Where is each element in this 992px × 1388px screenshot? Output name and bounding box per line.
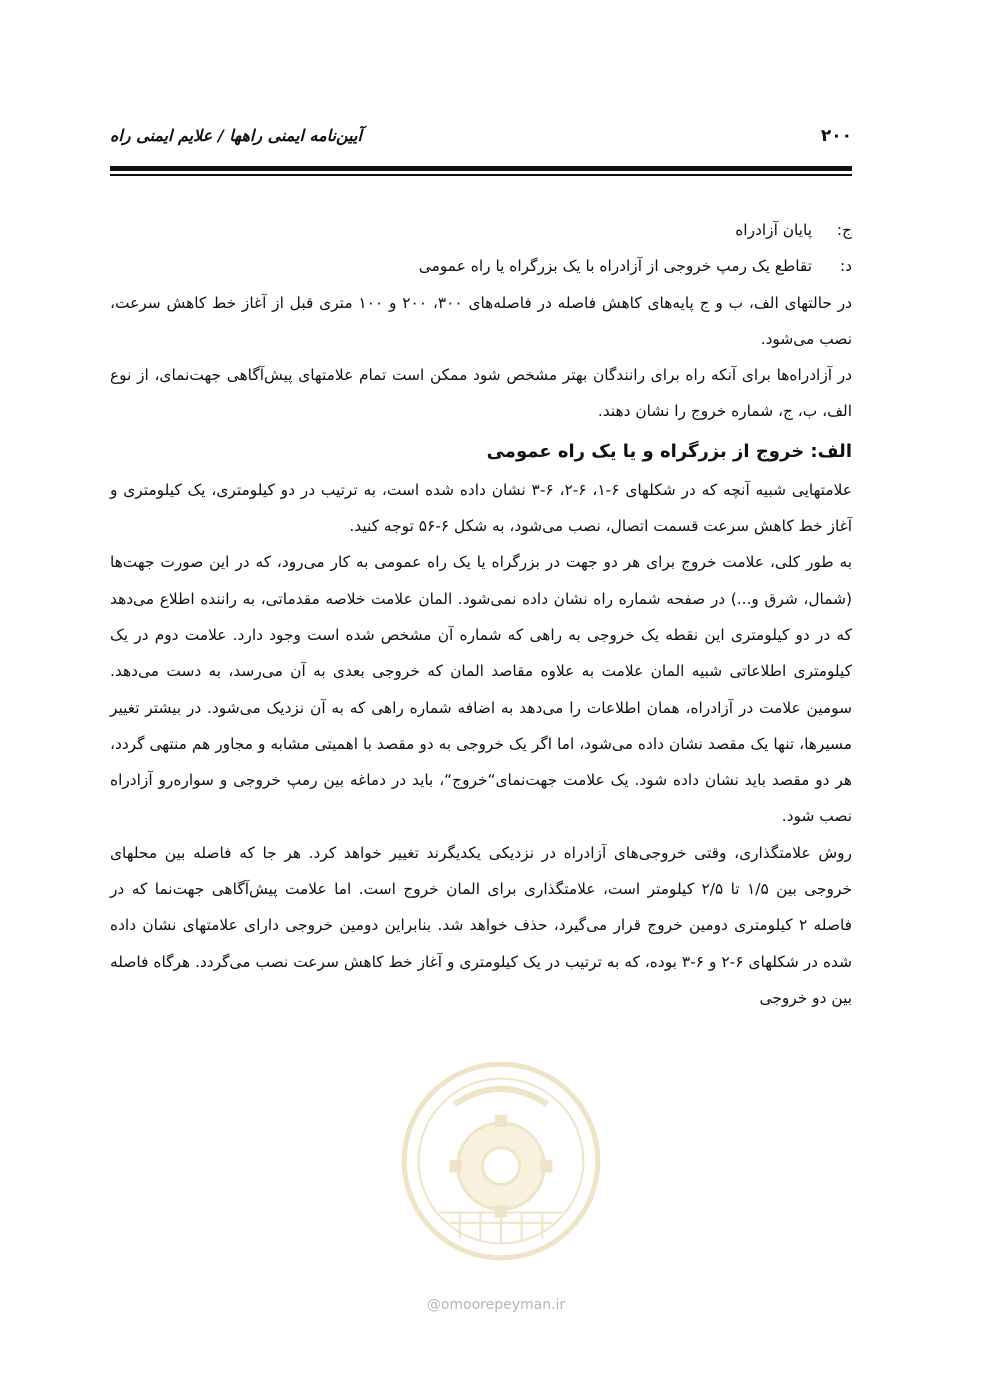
list-item	[110, 248, 852, 284]
watermark-seal-logo	[398, 1058, 604, 1264]
paragraph: علامتهایی شبیه آنچه که در شکلهای ۶-۱، ۶-۲، ۶-۳ نشان داده شده است، به ترتیب در دو کیلومتری، یک کیلومتری و آغاز خط کاهش سرعت قسمت اتصال، نصب می‌شود، به شکل ۶-۵۶ توجه کنید.	[110, 480, 852, 536]
paragraph: در حالتهای الف، ب و ج پایه‌های کاهش فاصله در فاصله‌های ۳۰۰، ۲۰۰ و ۱۰۰ متری قبل از آغاز خط کاهش سرعت، نصب می‌شود.	[110, 293, 852, 348]
list-item	[110, 212, 852, 248]
watermark-url: @omoorepeyman.ir	[426, 1297, 566, 1313]
header-rule-thick	[110, 166, 852, 171]
header-rule-thin	[110, 174, 852, 176]
page-number: ۲۰۰	[820, 126, 852, 146]
list-item-label: د:	[839, 257, 852, 276]
body-text	[110, 212, 852, 1016]
paragraph: به طور کلی، علامت خروج برای هر دو جهت در بزرگراه یا یک راه عمومی به کار می‌رود، که در این صورت جهت‌ها (شمال، شرق و...) در صفحه شماره راه نشان داده نمی‌شود. المان علامت خلاصه مقدماتی، به راننده اطلاع می‌دهد که در دو کیلومتری این نقطه یک خروجی به راهی که شماره آن مشخص شده است وجود دارد. علامت دوم در یک کیلومتری اطلاعاتی شبیه المان علامت به علاوه مقاصد المان که خروجی بعدی به آن می‌رسد، به دست می‌دهد. سومین علامت در آزادراه، همان اطلاعات را می‌دهد به اضافه شماره راهی که به آن نزدیک می‌شود. در بیشتر تغییر مسیرها، تنها یک مقصد نشان داده می‌شود، اما اگر یک خروجی به دو مقصد با اهمیتی مشابه و مجاور هم منتهی گردد، هر دو مقصد باید نشان داده شود. یک علامت جهت‌نمای“خروج“، باید در دماغه بین رمپ خروجی و سواره‌رو آزادراه نصب شود.	[110, 553, 852, 826]
list-item-text: پایان آزادراه	[735, 221, 812, 239]
page-header	[110, 126, 852, 154]
list-item-text: تقاطع یک رمپ خروجی از آزادراه با یک بزرگراه یا راه عمومی	[418, 257, 812, 276]
paragraph: روش علامتگذاری، وقتی خروجی‌های آزادراه در نزدیکی یکدیگرند تغییر خواهد کرد. هر جا که فاصله بین محلهای خروجی بین ۱/۵ تا ۲/۵ کیلومتر است، علامتگذاری برای المان خروج است. اما علامت پیش‌آگاهی جهت‌نما که در فاصله ۲ کیلومتری دومین خروج قرار می‌گیرد، حذف خواهد شد. بنابراین دومین خروجی دارای علامتهای نشان داده شده در شکلهای ۶-۲ و ۶-۳ بوده، که به ترتیب در یک کیلومتری و آغاز خط کاهش سرعت نصب می‌گردد. هرگاه فاصله بین دو خروجی	[110, 843, 853, 1007]
running-title: آیین‌نامه ایمنی راهها / علایم ایمنی راه	[110, 126, 362, 145]
paragraph: در آزادراه‌ها برای آنکه راه برای رانندگان بهتر مشخص شود ممکن است تمام علامتهای پیش‌آگاهی جهت‌نمای، از نوع الف، ب، ج، شماره خروج را نشان دهند.	[110, 366, 852, 421]
section-heading: الف: خروج از بزرگراه و یا یک راه عمومی	[486, 440, 852, 462]
list-item-label: ج:	[836, 221, 852, 239]
